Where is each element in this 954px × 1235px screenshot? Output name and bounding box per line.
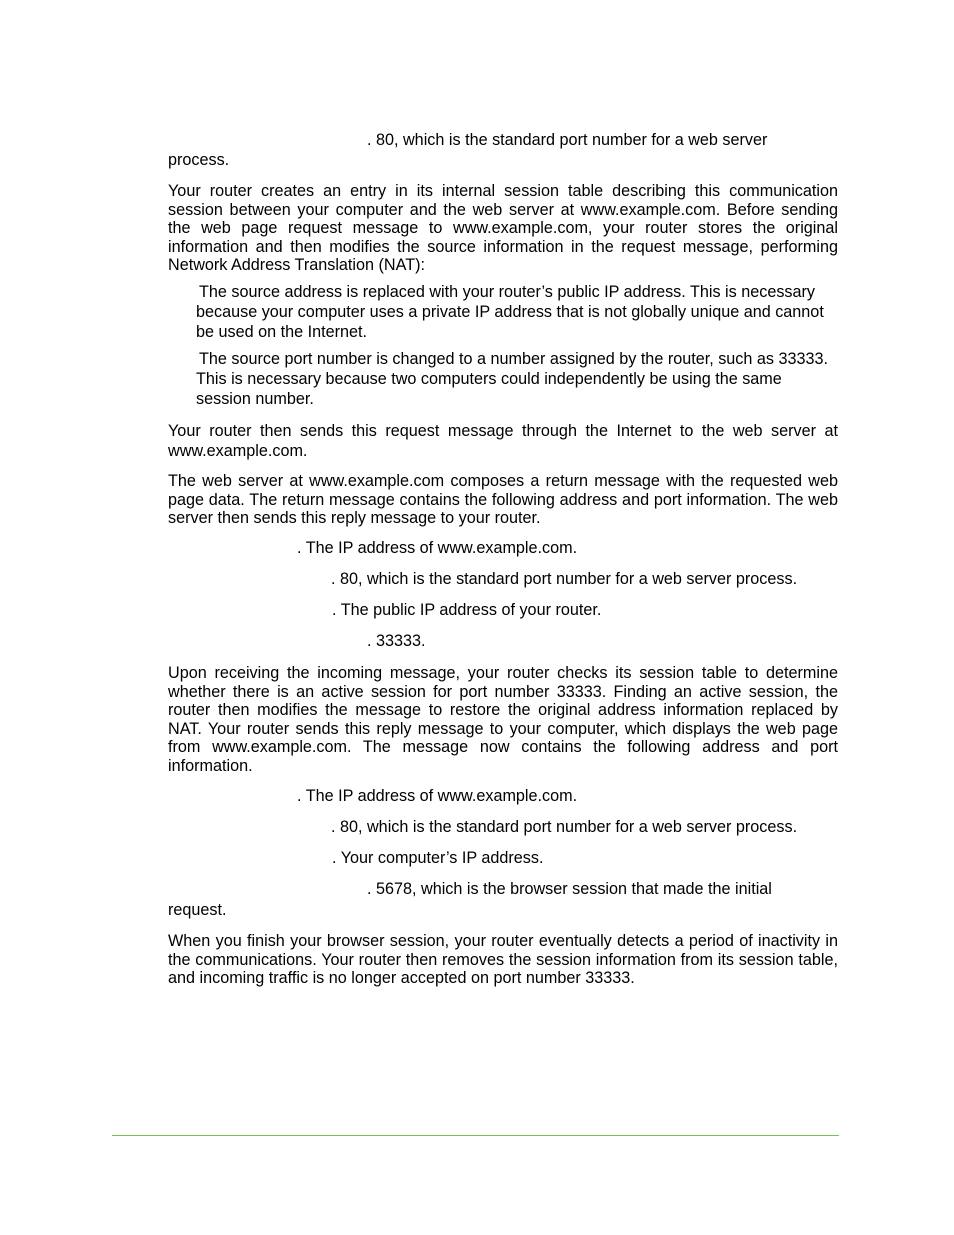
web-server-reply-paragraph: The web server at www.example.com composes a return message with the requested web page data. The return message contains the following address and port information. The web server then sends this reply message to your router. [168,472,838,528]
reply-source-port: . 80, which is the standard port number for a web server process. [331,570,798,588]
destination-port-line: . 80, which is the standard port number for a web server [367,131,768,149]
reply-source-address: . The IP address of www.example.com. [297,539,578,557]
final-source-port: . 80, which is the standard port number for a web server process. [331,818,798,836]
bullet-source-port: The source port number is changed to a number assigned by the router, such as 33333. This is necessary because two computers could independently be using the same session number. [196,350,828,408]
final-destination-port: . 5678, which is the browser session that made the initial [367,880,772,898]
nat-entry-paragraph: Your router creates an entry in its internal session table describing this communication session between your computer and the web server at www.example.com. Before sending the web page request message to www.example.com, your router stores the original information and then modifies the source information in the request message, performing Network Address Translation (NAT): [168,182,838,275]
destination-port-line-continued: process. [168,151,230,169]
reply-destination-port: . 33333. [367,632,426,650]
session-end-paragraph: When you finish your browser session, your router eventually detects a period of inactivity in the communications. Your router then removes the session information from its session table, and incoming traffic is no longer accepted on port number 33333. [168,932,838,988]
router-sends-paragraph: Your router then sends this request message through the Internet to the web server at www.example.com. [168,422,838,460]
incoming-message-paragraph: Upon receiving the incoming message, your router checks its session table to determine whether there is an active session for port number 33333. Finding an active session, the router then modifies the message to restore the original address information replaced by NAT. Your router sends this reply message to your computer, which displays the web page from www.example.com. The message now contains the following address and port information. [168,664,838,775]
final-destination-port-continued: request. [168,901,227,919]
final-source-address: . The IP address of www.example.com. [297,787,578,805]
footer-divider [112,1135,839,1136]
final-destination-address: . Your computer’s IP address. [332,849,544,867]
reply-destination-address: . The public IP address of your router. [332,601,602,619]
bullet-source-address: The source address is replaced with your router’s public IP address. This is necessary because your computer uses a private IP address that is not globally unique and cannot be used on the Internet. [196,283,824,341]
